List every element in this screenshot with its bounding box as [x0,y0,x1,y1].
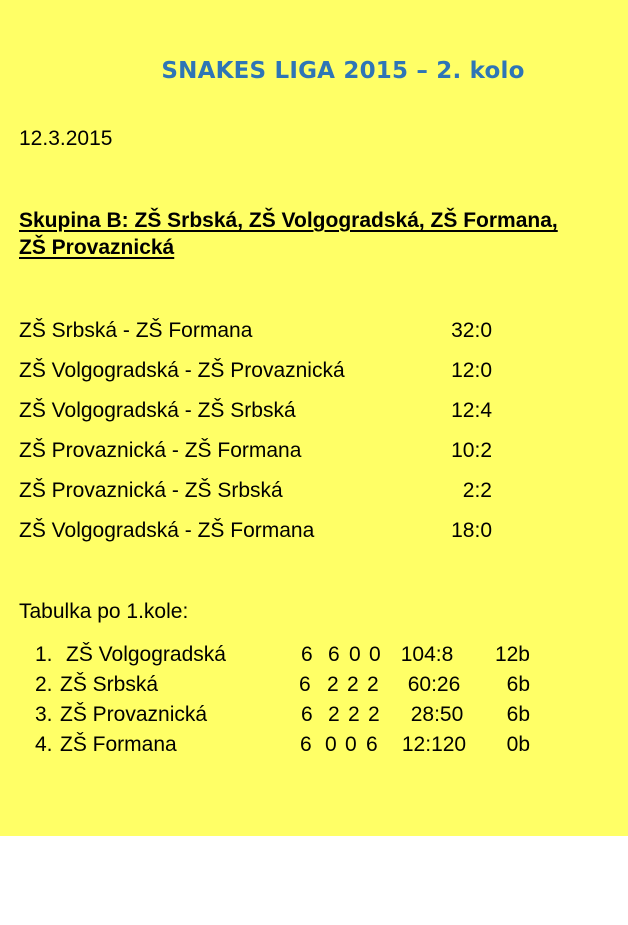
match-teams: ZŠ Provaznická - ZŠ Formana [19,439,302,462]
group-heading: Skupina B: ZŠ Srbská, ZŠ Volgogradská, ZŠ Formana, ZŠ Provaznická [19,209,558,259]
standings-lost: 6 [366,733,378,756]
standings-points: 0b [506,733,530,756]
standings-won: 0 [325,733,337,756]
standings-team: ZŠ Srbská [60,673,159,696]
match-teams: ZŠ Volgogradská - ZŠ Srbská [19,399,296,422]
standings-team: ZŠ Volgogradská [66,643,226,666]
standings-points: 12b [494,643,530,666]
standings-row [0,733,628,759]
standings-team: ZŠ Provaznická [60,703,208,726]
standings-drawn: 0 [345,733,357,756]
standings-won: 2 [327,673,339,696]
standings-rank: 3. [35,703,53,726]
standings-lost: 2 [367,673,379,696]
match-teams: ZŠ Srbská - ZŠ Formana [19,319,253,342]
standings-played: 6 [301,643,313,666]
standings-drawn: 0 [349,643,361,666]
standings-drawn: 2 [348,703,360,726]
match-score: 2:2 [462,479,492,502]
match-row [19,439,579,465]
standings-points: 6b [506,673,530,696]
standings-rank: 4. [35,733,53,756]
match-row [19,479,579,505]
standings-score: 12:120 [401,733,467,756]
standings-played: 6 [301,703,313,726]
standings-score: 28:50 [410,703,464,726]
standings-row [0,703,628,729]
standings-title: Tabulka po 1.kole: [19,600,189,623]
match-score: 32:0 [451,319,492,342]
match-score: 12:0 [451,359,492,382]
match-row [19,519,579,545]
standings-won: 6 [328,643,340,666]
match-score: 12:4 [451,399,492,422]
standings-drawn: 2 [347,673,359,696]
match-teams: ZŠ Volgogradská - ZŠ Provaznická [19,359,345,382]
standings-lost: 2 [368,703,380,726]
match-teams: ZŠ Volgogradská - ZŠ Formana [19,519,315,542]
page-title: SNAKES LIGA 2015 – 2. kolo [161,58,525,84]
standings-lost: 0 [369,643,381,666]
standings-played: 6 [300,733,312,756]
standings-played: 6 [299,673,311,696]
standings-score: 104:8 [400,643,454,666]
match-row [19,359,579,385]
match-teams: ZŠ Provaznická - ZŠ Srbská [19,479,283,502]
standings-won: 2 [328,703,340,726]
standings-row [0,643,628,669]
match-score: 18:0 [451,519,492,542]
standings-score: 60:26 [407,673,461,696]
standings-team: ZŠ Formana [60,733,177,756]
match-row [19,319,579,345]
standings-rank: 1. [35,643,53,666]
standings-points: 6b [506,703,530,726]
match-score: 10:2 [451,439,492,462]
standings-row [0,673,628,699]
standings-rank: 2. [35,673,53,696]
match-date: 12.3.2015 [19,127,113,150]
match-row [19,399,579,425]
